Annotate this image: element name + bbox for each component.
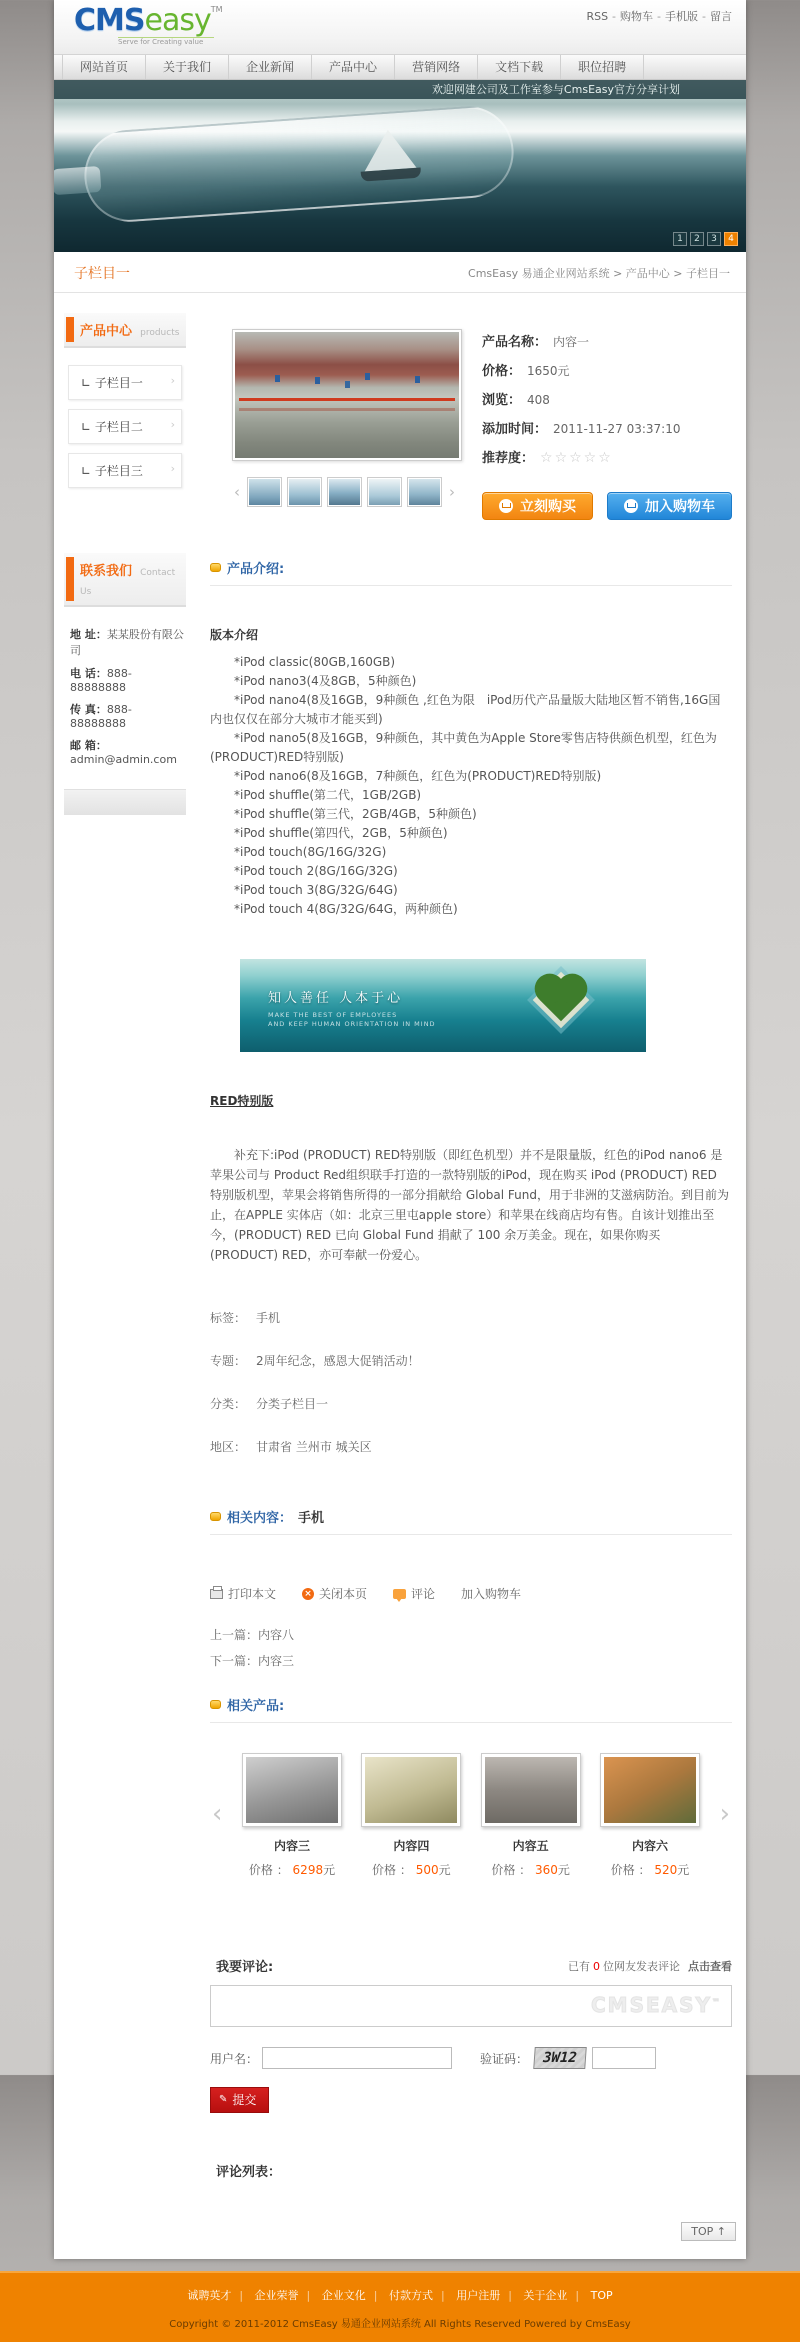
- comment-count-number: 0: [593, 1959, 600, 1973]
- price-label: 价格 ：: [372, 1863, 412, 1877]
- product-main-image[interactable]: [232, 329, 462, 461]
- breadcrumb[interactable]: CmsEasy 易通企业网站系统 > 产品中心 > 子栏目一: [468, 267, 730, 280]
- comment-list-title: 评论列表：: [216, 2165, 282, 2180]
- banner-page-3[interactable]: 3: [707, 232, 721, 246]
- bullet-icon: ∟: [81, 376, 92, 390]
- product-price-field: [482, 360, 732, 379]
- main-nav: [54, 54, 746, 80]
- meta-topic: [210, 1352, 732, 1369]
- prev-label: 上一篇：: [210, 1628, 259, 1642]
- heart-island-icon: [540, 979, 582, 1021]
- field-label: 推荐度：: [482, 451, 535, 466]
- page-title: 子栏目一: [74, 266, 130, 282]
- meta-value[interactable]: 甘肃省 兰州市 城关区: [256, 1440, 372, 1454]
- product-views-field: [482, 389, 732, 408]
- sidebar-item-sub2[interactable]: [68, 409, 182, 444]
- contact-value: 888-88888888: [70, 667, 132, 694]
- top-row: [54, 2180, 746, 2259]
- product-views-value: 408: [527, 393, 550, 407]
- textarea-watermark: CMSEASY™: [590, 1993, 722, 2017]
- related-product-card[interactable]: [475, 1753, 587, 1878]
- contact-value: 某某股份有限公司: [70, 628, 184, 657]
- product-thumbnail[interactable]: [247, 477, 282, 507]
- pencil-icon: ✎: [219, 2094, 228, 2105]
- chevron-right-icon: ›: [170, 462, 175, 475]
- add-to-cart-button[interactable]: [607, 492, 732, 520]
- thumb-prev-arrow[interactable]: ‹: [234, 483, 240, 501]
- comment-count-suffix: 位网友发表评论: [603, 1959, 680, 1973]
- sidebar-products-title: 产品中心: [80, 324, 133, 339]
- footer-link-register[interactable]: 用户注册: [456, 2289, 501, 2302]
- back-to-top-button[interactable]: TOP ↑: [681, 2222, 736, 2241]
- top-links: [586, 8, 732, 24]
- footer-link-top[interactable]: TOP: [590, 2289, 613, 2302]
- section-header-related-products: [210, 1695, 732, 1714]
- field-label: 添加时间：: [482, 422, 548, 437]
- top-link-cart[interactable]: 购物车: [620, 10, 654, 23]
- field-label: 产品名称：: [482, 335, 548, 350]
- carousel-next-arrow[interactable]: ›: [719, 1799, 730, 1829]
- toolbar-add-cart-label: 加入购物车: [461, 1587, 522, 1601]
- buy-now-button[interactable]: [482, 492, 593, 520]
- sidebar-item-sub3[interactable]: [68, 453, 182, 488]
- meta-label: 分类：: [210, 1397, 247, 1411]
- price-value: 6298: [292, 1863, 324, 1877]
- footer-separator: |: [306, 2289, 311, 2302]
- island-banner-en-text: MAKE THE BEST OF EMPLOYEES AND KEEP HUMAN ORIENTATION IN MIND: [268, 1011, 436, 1028]
- captcha-image[interactable]: 3W12: [533, 2047, 587, 2069]
- comment-list-header: [210, 2161, 732, 2180]
- view-comments-link[interactable]: 点击查看: [688, 1959, 732, 1973]
- comment-bubble-icon: [393, 1589, 406, 1599]
- top-link-message[interactable]: 留言: [710, 10, 732, 23]
- meta-label: 专题：: [210, 1354, 247, 1368]
- contact-email: [70, 737, 184, 766]
- footer-separator: |: [575, 2289, 580, 2302]
- banner-promo-text: 欢迎网建公司及工作室参与CmsEasy官方分享计划: [54, 80, 746, 99]
- price-label: 价格 ：: [248, 1863, 289, 1877]
- price-unit: 元: [677, 1863, 690, 1877]
- related-product-image[interactable]: [242, 1753, 342, 1827]
- section-header-intro: [210, 558, 732, 577]
- top-link-mobile[interactable]: 手机版: [665, 10, 699, 23]
- next-label: 下一篇：: [210, 1654, 259, 1668]
- intro-line: *iPod shuffle(第三代，2GB/4GB，5种颜色): [234, 807, 477, 821]
- top-link-rss[interactable]: RSS: [586, 10, 609, 23]
- intro-line: *iPod shuffle(第四代，2GB，5种颜色): [234, 826, 448, 840]
- bottle-illustration: [81, 103, 516, 225]
- carousel-prev-arrow[interactable]: ‹: [212, 1799, 223, 1829]
- toolbar-add-cart-button[interactable]: [461, 1585, 521, 1602]
- page-container: [54, 0, 746, 2259]
- breadcrumb-row: [54, 252, 746, 293]
- island-banner-image: [240, 959, 646, 1052]
- add-to-cart-label: 加入购物车: [645, 499, 715, 515]
- close-page-button[interactable]: [302, 1585, 367, 1602]
- contact-label: 传 真：: [70, 703, 107, 716]
- contact-address: [70, 626, 184, 658]
- printer-icon: [210, 1589, 223, 1599]
- product-price-value: 1650元: [527, 364, 570, 378]
- footer-separator: |: [440, 2289, 445, 2302]
- related-product-name[interactable]: 内容六: [631, 1839, 668, 1853]
- comment-count: [568, 1958, 732, 1974]
- intro-line: *iPod nano4(8及16GB，9种颜色 ,红色为限 iPod历代产品量版大陆地区暂不销售,16G国内也仅仅在部分大城市才能买到): [210, 693, 721, 726]
- comment-textarea[interactable]: [210, 1985, 732, 2027]
- divider: [210, 1534, 732, 1535]
- meta-region: [210, 1438, 732, 1455]
- contact-label: 电 话：: [70, 667, 107, 680]
- comment-count-prefix: 已有: [568, 1959, 590, 1973]
- product-thumbnail[interactable]: [367, 477, 402, 507]
- price-unit: 元: [323, 1863, 336, 1877]
- username-label: 用户名：: [210, 2051, 259, 2066]
- meta-value[interactable]: 手机: [256, 1311, 281, 1325]
- sidebar-item-label: 子栏目一: [94, 376, 143, 390]
- main-content: [210, 307, 732, 2180]
- comment-button[interactable]: [393, 1585, 435, 1602]
- footer: [0, 2271, 800, 2342]
- intro-line: *iPod touch 2(8G/16G/32G): [234, 864, 398, 878]
- intro-line: *iPod nano6(8及16GB，7种颜色，红色为(PRODUCT)RED特别版): [234, 769, 602, 783]
- price-value: 520: [654, 1863, 678, 1877]
- intro-line: *iPod touch 3(8G/32G/64G): [234, 883, 398, 897]
- header: [54, 0, 746, 54]
- sidebar-footer-strip: [64, 789, 186, 815]
- sidebar-item-label: 子栏目三: [94, 464, 143, 478]
- top-link-separator: -: [657, 10, 662, 23]
- comment-header-row: [210, 1956, 732, 1975]
- footer-link-about[interactable]: 关于企业: [523, 2289, 568, 2302]
- related-product-card[interactable]: [236, 1753, 348, 1878]
- close-label: 关闭本页: [319, 1587, 368, 1601]
- cart-icon: [499, 499, 513, 513]
- comment-form: [210, 2047, 732, 2069]
- contact-fax: [70, 701, 184, 730]
- nav-item-news[interactable]: 企业新闻: [229, 55, 312, 79]
- contact-label: 地 址：: [70, 628, 107, 641]
- cart-icon: [624, 499, 638, 513]
- intro-line: *iPod nano3(4及8GB，5种颜色): [234, 674, 417, 688]
- related-product-image[interactable]: [600, 1753, 700, 1827]
- footer-link-payment[interactable]: 付款方式: [388, 2289, 433, 2302]
- price-label: 价格 ：: [491, 1863, 532, 1877]
- sidebar-contact-subtitle: Contact Us: [80, 568, 176, 597]
- thumbnail-strip: [232, 477, 482, 507]
- section-title: 相关内容：: [227, 1511, 293, 1526]
- nav-item-home[interactable]: 网站首页: [62, 55, 146, 79]
- nav-item-downloads[interactable]: 文档下载: [478, 55, 561, 79]
- print-button[interactable]: [210, 1585, 276, 1602]
- contact-phone: [70, 665, 184, 694]
- divider: [210, 1722, 732, 1723]
- banner-page-1[interactable]: 1: [673, 232, 687, 246]
- meta-label: 标签：: [210, 1311, 247, 1325]
- logo-tm: TM: [210, 5, 223, 14]
- print-label: 打印本文: [228, 1587, 277, 1601]
- thumb-next-arrow[interactable]: ›: [449, 483, 455, 501]
- footer-separator: |: [239, 2289, 244, 2302]
- sidebar-contact-title: 联系我们: [80, 564, 133, 579]
- footer-link-honor[interactable]: 企业荣誉: [254, 2289, 299, 2302]
- logo-easy: easy: [144, 3, 211, 38]
- prev-next-pager: [210, 1626, 732, 1669]
- product-summary: [210, 329, 732, 520]
- red-edition-paragraph: 补充下:iPod (PRODUCT) RED特别版（即红色机型）并不是限量版，红色的iPod nano6 是苹果公司与 Product Red组织联手打造的一款特别版的iPod，现在购买 iPod (PRODUCT) RED 特别版机型，苹果会将销售所得的一部分捐献给 Global Fund，用于非洲的艾滋病防治。到目前为止，在APPLE 实体店（如：北京三里屯apple store）和苹果在线商店均有售。自该计划推出至今，(PRODUCT) RED 已向 Global Fund 捐献了 100 余万美金。现在，如果你购买 (PRODUCT) RED，亦可奉献一份爱心。: [210, 1148, 729, 1262]
- contact-info: [64, 607, 186, 785]
- contact-label: 邮 箱：: [70, 739, 107, 752]
- contact-value: 888-88888888: [70, 703, 132, 730]
- nav-item-jobs[interactable]: 职位招聘: [561, 55, 644, 79]
- article-toolbar: [210, 1585, 732, 1602]
- hero-banner[interactable]: [54, 80, 746, 252]
- related-product-name[interactable]: 内容四: [393, 1839, 430, 1853]
- top-link-separator: -: [702, 10, 706, 23]
- sidebar-menu: [64, 348, 186, 511]
- nav-item-about[interactable]: 关于我们: [146, 55, 229, 79]
- meta-value[interactable]: 2周年纪念，感恩大促销活动！: [256, 1354, 420, 1368]
- footer-link-culture[interactable]: 企业文化: [321, 2289, 366, 2302]
- next-link[interactable]: 内容三: [258, 1654, 295, 1668]
- product-meta: [210, 1309, 732, 1455]
- related-product-name[interactable]: 内容三: [273, 1839, 310, 1853]
- chevron-right-icon: ›: [170, 418, 175, 431]
- price-label: 价格 ：: [610, 1863, 651, 1877]
- section-title: 产品介绍:: [227, 562, 285, 577]
- sidebar-products-header: [64, 313, 186, 348]
- meta-label: 地区：: [210, 1440, 247, 1454]
- nav-item-products[interactable]: 产品中心: [312, 55, 395, 79]
- product-date-field: [482, 418, 732, 437]
- intro-line: *iPod shuffle(第二代，1GB/2GB): [234, 788, 422, 802]
- sidebar: [64, 307, 186, 2180]
- chevron-right-icon: ›: [170, 374, 175, 387]
- intro-line: *iPod touch 4(8G/32G/64G，两种颜色): [234, 902, 458, 916]
- price-unit: 元: [438, 1863, 451, 1877]
- footer-separator: |: [373, 2289, 378, 2302]
- comment-section-title: 我要评论:: [216, 1960, 274, 1975]
- price-unit: 元: [557, 1863, 570, 1877]
- sidebar-products-subtitle: products: [140, 328, 180, 338]
- banner-page-4[interactable]: 4: [724, 232, 738, 246]
- logo-tagline: Serve for Creating value: [118, 37, 214, 46]
- island-banner-cn-text: 知人善任 人本于心: [268, 991, 404, 1006]
- banner-page-2[interactable]: 2: [690, 232, 704, 246]
- related-product-card[interactable]: [355, 1753, 467, 1878]
- related-product-name[interactable]: 内容五: [512, 1839, 549, 1853]
- related-products-carousel: [210, 1753, 732, 1878]
- site-logo[interactable]: [74, 3, 223, 46]
- captcha-label: 验证码：: [480, 2051, 529, 2066]
- related-product-image[interactable]: [481, 1753, 581, 1827]
- nav-item-network[interactable]: 营销网络: [395, 55, 478, 79]
- product-thumbnail[interactable]: [327, 477, 362, 507]
- submit-button[interactable]: [210, 2087, 269, 2113]
- section-dot-icon: [210, 1700, 221, 1709]
- section-title: 相关产品:: [227, 1699, 285, 1714]
- logo-cms: CMS: [74, 3, 145, 38]
- captcha-input[interactable]: [592, 2047, 656, 2069]
- submit-label: 提交: [232, 2093, 257, 2107]
- comment-label: 评论: [411, 1587, 436, 1601]
- bullet-icon: ∟: [81, 464, 92, 478]
- section-dot-icon: [210, 1512, 221, 1521]
- price-value: 500: [415, 1863, 439, 1877]
- product-name-value: 内容一: [553, 335, 590, 349]
- sidebar-contact-header: [64, 553, 186, 607]
- field-label: 浏览：: [482, 393, 522, 408]
- footer-link-jobs[interactable]: 诚聘英才: [187, 2289, 232, 2302]
- intro-line: *iPod nano5(8及16GB，9种颜色，其中黄色为Apple Store零售店特供颜色机型，红色为 (PRODUCT)RED特别版): [210, 731, 717, 764]
- intro-line: *iPod touch(8G/16G/32G): [234, 845, 387, 859]
- sidebar-item-sub1[interactable]: [68, 365, 182, 400]
- close-icon: ×: [302, 1588, 314, 1600]
- product-thumbnail[interactable]: [287, 477, 322, 507]
- ship-illustration: [362, 128, 417, 172]
- buy-now-label: 立刻购买: [520, 499, 576, 515]
- top-link-separator: -: [612, 10, 617, 23]
- intro-line: *iPod classic(80GB,160GB): [234, 655, 396, 669]
- product-description: [210, 626, 732, 1265]
- meta-value[interactable]: 分类子栏目一: [256, 1397, 329, 1411]
- section-header-related-content: [210, 1507, 732, 1526]
- product-date-value: 2011-11-27 03:37:10: [553, 422, 681, 436]
- comment-box-wrap: [210, 1985, 732, 2031]
- section-dot-icon: [210, 563, 221, 572]
- related-product-card[interactable]: [594, 1753, 706, 1878]
- bullet-icon: ∟: [81, 420, 92, 434]
- username-input[interactable]: [262, 2047, 452, 2069]
- field-label: 价格：: [482, 364, 522, 379]
- footer-separator: |: [508, 2289, 512, 2302]
- rating-stars-icon[interactable]: ☆☆☆☆☆: [540, 450, 613, 466]
- related-product-image[interactable]: [361, 1753, 461, 1827]
- banner-pagination: [673, 232, 738, 246]
- meta-category: [210, 1395, 732, 1412]
- footer-links: [0, 2287, 800, 2303]
- related-content-tag[interactable]: 手机: [298, 1511, 325, 1526]
- product-rating-field: [482, 447, 732, 466]
- copyright: Copyright © 2011-2012 CmsEasy 易通企业网站系统 All Rights Reserved Powered by CmsEasy: [169, 2319, 631, 2330]
- meta-tags: [210, 1309, 732, 1326]
- workers-illustration: [275, 375, 280, 382]
- divider: [210, 585, 732, 586]
- intro-heading: 版本介绍: [210, 628, 259, 642]
- contact-value: admin@admin.com: [70, 753, 177, 766]
- price-value: 360: [535, 1863, 558, 1877]
- product-thumbnail[interactable]: [407, 477, 442, 507]
- product-name-field: [482, 331, 732, 350]
- sidebar-item-label: 子栏目二: [94, 420, 143, 434]
- red-edition-heading: RED特别版: [210, 1094, 274, 1108]
- prev-link[interactable]: 内容八: [258, 1628, 295, 1642]
